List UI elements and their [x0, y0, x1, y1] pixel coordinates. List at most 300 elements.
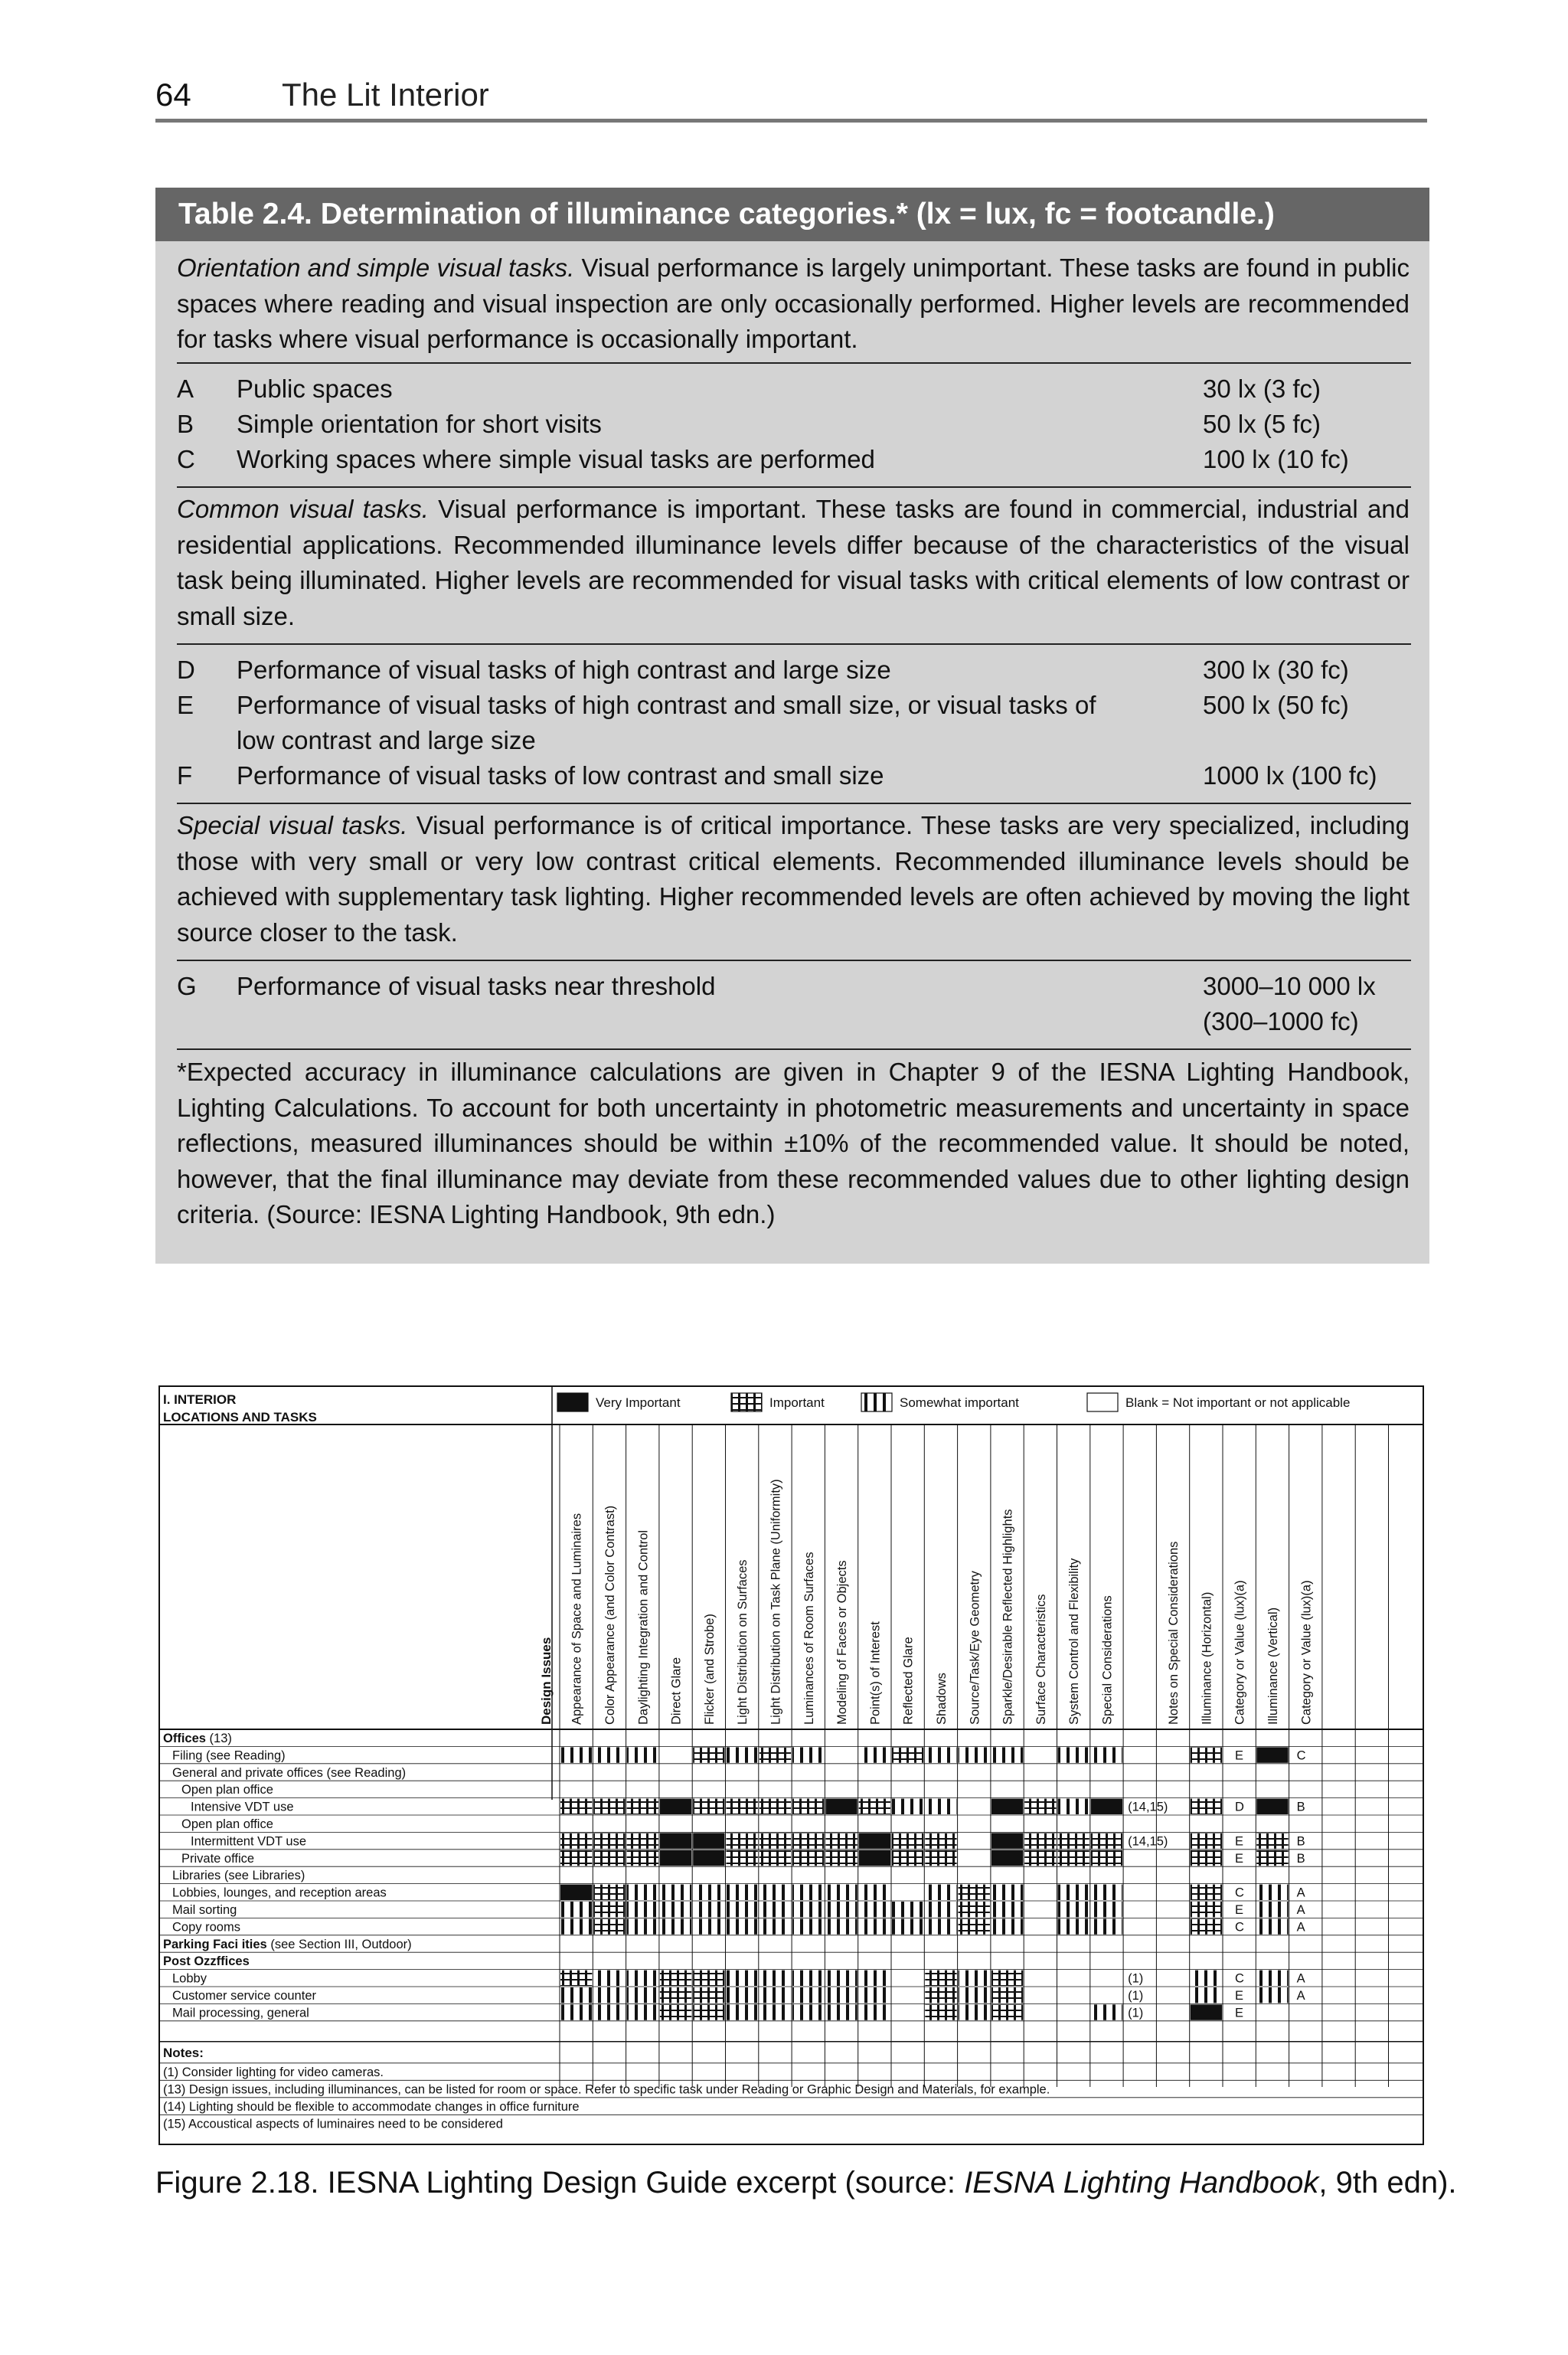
row-label: Offices (13) — [163, 1732, 232, 1745]
importance-cell — [925, 2004, 956, 2020]
importance-cell — [593, 1987, 625, 2003]
note-line: (14) Lighting should be flexible to accommodate changes in office furniture — [163, 2099, 580, 2114]
importance-cell — [1091, 1885, 1122, 1900]
category-value: 100 lx (10 fc) — [1203, 445, 1349, 473]
importance-cell — [727, 2004, 758, 2020]
illuminance-horizontal-cell — [1191, 1885, 1222, 1900]
importance-cell — [627, 1747, 658, 1762]
table-rule — [177, 486, 1411, 488]
importance-cell — [560, 1971, 592, 1986]
importance-cell — [892, 1833, 923, 1848]
importance-cell — [959, 1885, 990, 1900]
row-label: Filing (see Reading) — [172, 1748, 286, 1763]
illuminance-horizontal-cell — [1191, 1850, 1222, 1866]
column-header: System Control and Flexibility — [1067, 1558, 1082, 1725]
category-description: Working spaces where simple visual tasks are performed — [237, 445, 875, 473]
category-horizontal: E — [1235, 1748, 1244, 1763]
category-code: G — [177, 972, 197, 1000]
importance-cell — [792, 1971, 824, 1986]
legend-swatch-grid — [731, 1393, 762, 1411]
notes-title: Notes: — [163, 2045, 204, 2060]
section-lead: Orientation and simple visual tasks. — [177, 253, 575, 282]
importance-cell — [560, 1885, 592, 1900]
row-label: Intermittent VDT use — [191, 1834, 307, 1849]
importance-cell — [859, 1971, 890, 1986]
special-note: (1) — [1128, 2006, 1144, 2020]
category-code: C — [177, 445, 195, 473]
importance-cell — [859, 1850, 890, 1866]
category-code: E — [177, 691, 194, 719]
table-row — [177, 758, 1411, 793]
importance-cell — [593, 2004, 625, 2020]
importance-cell — [693, 1747, 724, 1762]
section-text: Visual performance is of critical importance. These tasks are very specialized, including those with very small or very low contrast critical elements. Recommended illuminance levels should be achieved with supplementary task lighting. Higher recommended levels are often achieved by moving the light source closer to the task. — [177, 811, 1410, 947]
importance-cell — [825, 1902, 857, 1917]
importance-cell — [693, 1971, 724, 1986]
column-header: Surface Characteristics — [1034, 1594, 1048, 1725]
category-horizontal: C — [1235, 1971, 1244, 1986]
design-issues-label: Design Issues — [539, 1637, 554, 1725]
category-value-fc: (300–1000 fc) — [1203, 1007, 1359, 1035]
importance-cell — [760, 1833, 791, 1848]
column-header: Flicker (and Strobe) — [702, 1614, 717, 1725]
importance-cell — [727, 1885, 758, 1900]
section-intro-special — [177, 808, 1410, 950]
importance-cell — [925, 1850, 956, 1866]
importance-cell — [925, 1799, 956, 1814]
importance-cell — [792, 2004, 824, 2020]
importance-cell — [925, 1902, 956, 1917]
category-value: 1000 lx (100 fc) — [1203, 761, 1377, 790]
category-description: Public spaces — [237, 375, 393, 403]
category-vertical: A — [1296, 1971, 1305, 1986]
category-horizontal: E — [1235, 1851, 1244, 1866]
column-header: Notes on Special Considerations — [1167, 1541, 1181, 1725]
importance-cell — [1024, 1850, 1056, 1866]
importance-cell — [693, 1987, 724, 2003]
importance-cell — [760, 1918, 791, 1934]
importance-cell — [560, 1850, 592, 1866]
importance-cell — [593, 1799, 625, 1814]
importance-cell — [760, 1885, 791, 1900]
importance-cell — [560, 1799, 592, 1814]
importance-cell — [1058, 1885, 1089, 1900]
category-code: A — [177, 375, 194, 403]
category-value: 300 lx (30 fc) — [1203, 656, 1349, 684]
importance-cell — [859, 1833, 890, 1848]
row-label: Customer service counter — [172, 1989, 316, 2003]
importance-cell — [925, 1971, 956, 1986]
row-label: Intensive VDT use — [191, 1800, 294, 1814]
importance-cell — [760, 1902, 791, 1917]
row-label: Lobbies, lounges, and reception areas — [172, 1886, 387, 1900]
legend-label: Very Important — [596, 1395, 681, 1410]
importance-cell — [892, 1747, 923, 1762]
importance-cell — [593, 1833, 625, 1848]
table-row — [177, 969, 1411, 1039]
category-vertical: A — [1296, 1920, 1305, 1935]
importance-cell — [627, 1987, 658, 2003]
importance-cell — [991, 1850, 1023, 1866]
row-label: Private office — [181, 1851, 255, 1866]
importance-cell — [825, 1799, 857, 1814]
running-head — [155, 77, 1427, 123]
importance-cell — [991, 1902, 1023, 1917]
importance-cell — [660, 1971, 691, 1986]
illuminance-horizontal-cell — [1191, 1987, 1222, 2003]
row-label-suffix: (see Section III, Outdoor) — [266, 1937, 412, 1951]
category-value: 50 lx (5 fc) — [1203, 410, 1321, 438]
column-header: Illuminance (Horizontal) — [1200, 1591, 1214, 1725]
importance-cell — [727, 1987, 758, 2003]
table-rule — [177, 803, 1411, 804]
illuminance-vertical-cell — [1256, 1799, 1288, 1814]
importance-cell — [727, 1902, 758, 1917]
column-header: Direct Glare — [669, 1657, 684, 1725]
importance-cell — [693, 1799, 724, 1814]
column-header: Appearance of Space and Luminaires — [570, 1513, 584, 1725]
header-rule — [155, 119, 1427, 123]
category-value: 30 lx (3 fc) — [1203, 375, 1321, 403]
importance-cell — [892, 1799, 923, 1814]
importance-cell — [1058, 1902, 1089, 1917]
table-row — [177, 688, 1411, 758]
importance-cell — [991, 1833, 1023, 1848]
column-header: Source/Task/Eye Geometry — [968, 1571, 982, 1725]
row-label-suffix: (13) — [205, 1732, 232, 1745]
caption-prefix: Figure 2.18. IESNA Lighting Design Guide excerpt (source: — [155, 2166, 965, 2200]
importance-cell — [760, 1987, 791, 2003]
importance-cell — [825, 1987, 857, 2003]
illuminance-horizontal-cell — [1191, 1971, 1222, 1986]
row-label: General and private offices (see Reading) — [172, 1765, 407, 1780]
category-horizontal: E — [1235, 1989, 1244, 2003]
importance-cell — [825, 1918, 857, 1934]
importance-cell — [593, 1918, 625, 1934]
legend-label: Blank = Not important or not applicable — [1125, 1395, 1351, 1410]
importance-cell — [760, 1971, 791, 1986]
category-description: Performance of visual tasks of high contrast and large size — [237, 656, 891, 684]
column-header: Shadows — [934, 1673, 949, 1725]
illuminance-horizontal-cell — [1191, 2004, 1222, 2020]
importance-cell — [1091, 1902, 1122, 1917]
category-horizontal: E — [1235, 1903, 1244, 1917]
section-lead: Special visual tasks. — [177, 811, 408, 839]
illuminance-vertical-cell — [1256, 1850, 1288, 1866]
figure-caption — [155, 2166, 1457, 2200]
importance-cell — [760, 2004, 791, 2020]
importance-cell — [1091, 1833, 1122, 1848]
importance-cell — [892, 1850, 923, 1866]
category-description: Simple orientation for short visits — [237, 410, 602, 438]
lighting-design-guide — [155, 1382, 1426, 2148]
category-code: B — [177, 410, 194, 438]
importance-cell — [660, 1885, 691, 1900]
legend-label: Important — [769, 1395, 825, 1410]
page-number: 64 — [155, 77, 191, 113]
importance-cell — [792, 1885, 824, 1900]
importance-cell — [991, 2004, 1023, 2020]
row-label: Copy rooms — [172, 1920, 240, 1935]
importance-cell — [991, 1885, 1023, 1900]
category-horizontal: E — [1235, 2006, 1244, 2020]
importance-cell — [1091, 1850, 1122, 1866]
note-line: (13) Design issues, including illuminances, can be listed for room or space. Refer to specific task under Reading or Graphic Design and Materials, for example. — [163, 2082, 1050, 2097]
table-footnote: *Expected accuracy in illuminance calculations are given in Chapter 9 of the IESNA Lighting Handbook, Lighting Calculations. To account for both uncertainty in photometric measurements and uncertainty in space reflections, measured illuminances should be within ±10% of the recommended value. It should be noted, however, that the final illuminance may deviate from these recommended values due to other lighting design criteria. (Source: IESNA Lighting Handbook, 9th edn.) — [177, 1058, 1410, 1228]
importance-cell — [627, 1799, 658, 1814]
column-header: Color Appearance (and Color Contrast) — [603, 1505, 617, 1725]
column-header: Reflected Glare — [901, 1637, 916, 1725]
importance-cell — [1058, 1833, 1089, 1848]
importance-cell — [593, 1850, 625, 1866]
special-note: (1) — [1128, 1989, 1144, 2003]
importance-cell — [1058, 1799, 1089, 1814]
guide-heading: LOCATIONS AND TASKS — [163, 1410, 317, 1424]
legend-label: Somewhat important — [900, 1395, 1019, 1410]
importance-cell — [792, 1850, 824, 1866]
illuminance-table — [155, 188, 1429, 1264]
illuminance-vertical-cell — [1256, 1987, 1288, 2003]
category-code: F — [177, 761, 193, 790]
importance-cell — [859, 1902, 890, 1917]
column-header: Point(s) of Interest — [868, 1621, 883, 1725]
special-note: (1) — [1128, 1971, 1144, 1986]
category-vertical: C — [1296, 1748, 1306, 1763]
importance-cell — [925, 1918, 956, 1934]
importance-cell — [760, 1747, 791, 1762]
importance-cell — [1091, 1918, 1122, 1934]
importance-cell — [959, 1902, 990, 1917]
importance-cell — [792, 1799, 824, 1814]
importance-cell — [825, 1850, 857, 1866]
category-value: 3000–10 000 lx — [1203, 972, 1376, 1000]
importance-cell — [1091, 2004, 1122, 2020]
importance-cell — [825, 1885, 857, 1900]
importance-cell — [1058, 1918, 1089, 1934]
table-row — [177, 442, 1411, 477]
category-description: Performance of visual tasks of low contrast and small size — [237, 761, 884, 790]
row-label: Lobby — [172, 1971, 207, 1986]
importance-cell — [825, 1971, 857, 1986]
importance-cell — [925, 1987, 956, 2003]
importance-cell — [1024, 1833, 1056, 1848]
importance-cell — [859, 2004, 890, 2020]
importance-cell — [959, 1918, 990, 1934]
table-row — [177, 653, 1411, 688]
importance-cell — [991, 1747, 1023, 1762]
book-title: The Lit Interior — [282, 77, 489, 113]
importance-cell — [727, 1971, 758, 1986]
importance-cell — [660, 1918, 691, 1934]
importance-cell — [660, 1902, 691, 1917]
section-intro-orientation — [177, 250, 1410, 358]
category-description: Performance of visual tasks of high contrast and small size, or visual tasks of low contrast and large size — [237, 691, 1096, 754]
illuminance-horizontal-cell — [1191, 1799, 1222, 1814]
importance-cell — [727, 1747, 758, 1762]
illuminance-horizontal-cell — [1191, 1747, 1222, 1762]
section-intro-common — [177, 492, 1410, 634]
importance-cell — [660, 1833, 691, 1848]
importance-cell — [825, 1833, 857, 1848]
importance-cell — [792, 1747, 824, 1762]
importance-cell — [627, 1885, 658, 1900]
importance-cell — [925, 1885, 956, 1900]
row-label: Libraries (see Libraries) — [172, 1869, 305, 1883]
column-header: Sparkle/Desirable Reflected Highlights — [1001, 1509, 1015, 1725]
importance-cell — [792, 1833, 824, 1848]
importance-cell — [593, 1971, 625, 1986]
importance-cell — [693, 2004, 724, 2020]
importance-cell — [560, 1902, 592, 1917]
row-label: Mail sorting — [172, 1903, 237, 1917]
importance-cell — [792, 1902, 824, 1917]
importance-cell — [959, 1987, 990, 2003]
row-label: Mail processing, general — [172, 2006, 309, 2020]
section-text: Visual performance is largely unimportant. These tasks are found in public spaces where reading and visual inspection are only occasionally performed. Higher levels are recommended for tasks where visual performance is occasionally important. — [177, 253, 1410, 353]
caption-suffix: , 9th edn). — [1318, 2166, 1457, 2200]
note-line: (1) Consider lighting for video cameras. — [163, 2065, 384, 2079]
importance-cell — [925, 1833, 956, 1848]
importance-cell — [693, 1902, 724, 1917]
importance-cell — [660, 1987, 691, 2003]
column-header: Daylighting Integration and Control — [636, 1529, 651, 1725]
category-vertical: A — [1296, 1886, 1305, 1900]
importance-cell — [593, 1902, 625, 1917]
column-header: Modeling of Faces or Objects — [835, 1560, 850, 1725]
importance-cell — [627, 1902, 658, 1917]
table-row — [177, 371, 1411, 407]
category-vertical: B — [1296, 1800, 1305, 1814]
column-header: Category or Value (lux)(a) — [1299, 1580, 1314, 1725]
category-horizontal: C — [1235, 1886, 1244, 1900]
legend-swatch-solid — [557, 1393, 588, 1411]
column-header: Category or Value (lux)(a) — [1233, 1580, 1247, 1725]
guide-heading: I. INTERIOR — [163, 1392, 237, 1407]
importance-cell — [727, 1918, 758, 1934]
importance-cell — [892, 1902, 923, 1917]
illuminance-vertical-cell — [1256, 1902, 1288, 1917]
importance-cell — [959, 1971, 990, 1986]
importance-cell — [859, 1987, 890, 2003]
importance-cell — [627, 1850, 658, 1866]
illuminance-vertical-cell — [1256, 1833, 1288, 1848]
importance-cell — [593, 1747, 625, 1762]
category-vertical: A — [1296, 1989, 1305, 2003]
importance-cell — [991, 1971, 1023, 1986]
importance-cell — [627, 1918, 658, 1934]
importance-cell — [693, 1850, 724, 1866]
importance-cell — [1091, 1747, 1122, 1762]
column-header: Luminances of Room Surfaces — [802, 1552, 816, 1725]
importance-cell — [560, 1747, 592, 1762]
special-note: (14,15) — [1128, 1834, 1168, 1849]
importance-cell — [859, 1799, 890, 1814]
illuminance-vertical-cell — [1256, 1918, 1288, 1934]
illuminance-horizontal-cell — [1191, 1833, 1222, 1848]
importance-cell — [792, 1987, 824, 2003]
importance-cell — [859, 1918, 890, 1934]
caption-italic: IESNA Lighting Handbook — [964, 2166, 1319, 2200]
category-vertical: B — [1296, 1851, 1305, 1866]
table-row — [177, 407, 1411, 442]
importance-cell — [693, 1885, 724, 1900]
importance-cell — [1058, 1850, 1089, 1866]
column-header: Special Considerations — [1100, 1595, 1115, 1725]
illuminance-horizontal-cell — [1191, 1902, 1222, 1917]
table-rule — [177, 1048, 1411, 1050]
category-vertical: B — [1296, 1834, 1305, 1849]
importance-cell — [693, 1833, 724, 1848]
row-label: Open plan office — [181, 1817, 273, 1831]
importance-cell — [1024, 1799, 1056, 1814]
column-header: Illuminance (Vertical) — [1266, 1607, 1280, 1725]
category-horizontal: D — [1235, 1800, 1244, 1814]
category-horizontal: C — [1235, 1920, 1244, 1935]
importance-cell — [560, 2004, 592, 2020]
importance-cell — [760, 1799, 791, 1814]
illuminance-vertical-cell — [1256, 1971, 1288, 1986]
importance-cell — [660, 2004, 691, 2020]
table-rule — [177, 643, 1411, 645]
importance-cell — [760, 1850, 791, 1866]
table-title: Table 2.4. Determination of illuminance categories.* (lx = lux, fc = footcandle.) — [155, 188, 1429, 241]
importance-cell — [892, 1918, 923, 1934]
row-label: Post Ozzffices — [163, 1954, 250, 1969]
importance-cell — [727, 1799, 758, 1814]
importance-cell — [727, 1833, 758, 1848]
importance-cell — [627, 2004, 658, 2020]
importance-cell — [991, 1799, 1023, 1814]
importance-cell — [727, 1850, 758, 1866]
importance-cell — [627, 1833, 658, 1848]
row-label: Open plan office — [181, 1783, 273, 1797]
importance-cell — [959, 2004, 990, 2020]
importance-cell — [825, 2004, 857, 2020]
section-text: Visual performance is important. These tasks are found in commercial, industrial and residential applications. Recommended illuminance levels differ because of the characteristics of the visual task being illuminated. Higher levels are recommended for visual tasks with critical elements of low contrast or small size. — [177, 495, 1410, 630]
category-value: 500 lx (50 fc) — [1203, 691, 1349, 719]
importance-cell — [859, 1747, 890, 1762]
legend-swatch-blank — [1087, 1393, 1118, 1411]
illuminance-vertical-cell — [1256, 1885, 1288, 1900]
lighting-design-guide-matrix — [155, 1382, 1426, 2148]
table-rule — [177, 960, 1411, 961]
importance-cell — [959, 1747, 990, 1762]
section-lead: Common visual tasks. — [177, 495, 429, 523]
importance-cell — [660, 1799, 691, 1814]
importance-cell — [627, 1971, 658, 1986]
legend-swatch-bars — [861, 1393, 892, 1411]
table-rule — [177, 362, 1411, 364]
importance-cell — [925, 1747, 956, 1762]
importance-cell — [560, 1918, 592, 1934]
category-description: Performance of visual tasks near threshold — [237, 972, 716, 1000]
category-horizontal: E — [1235, 1834, 1244, 1849]
importance-cell — [792, 1918, 824, 1934]
importance-cell — [660, 1850, 691, 1866]
importance-cell — [1058, 1747, 1089, 1762]
importance-cell — [693, 1918, 724, 1934]
column-header: Light Distribution on Surfaces — [736, 1559, 750, 1725]
category-code: D — [177, 656, 195, 684]
category-vertical: A — [1296, 1903, 1305, 1917]
note-line: (15) Accoustical aspects of luminaires need to be considered — [163, 2117, 503, 2131]
column-header: Light Distribution on Task Plane (Uniformity) — [769, 1479, 783, 1725]
row-label: Parking Faci ities (see Section III, Outdoor) — [163, 1937, 412, 1951]
importance-cell — [560, 1987, 592, 2003]
importance-cell — [1091, 1799, 1122, 1814]
illuminance-vertical-cell — [1256, 1747, 1288, 1762]
special-note: (14,15) — [1128, 1800, 1168, 1814]
